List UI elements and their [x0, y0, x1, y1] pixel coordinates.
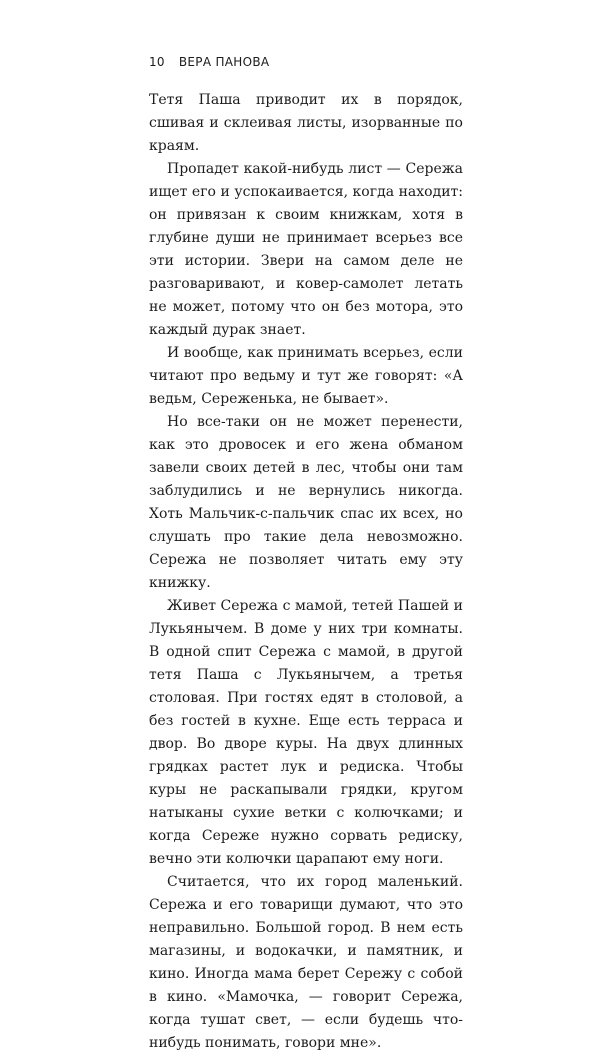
- body-text: [149, 89, 463, 1055]
- paragraph-1: Тетя Паша приводит их в порядок, сшивая и склеивая листы, изорванные по краям.: [149, 92, 463, 154]
- author-name: ВЕРА ПАНОВА: [178, 55, 270, 69]
- running-head: [149, 55, 269, 75]
- page-number: 10: [149, 55, 165, 69]
- paragraph-2: Пропадет какой-нибудь лист — Сережа ищет его и успокаивается, когда находит: он привязан к своим книжкам, хотя в глубине души не принимает всерьез все эти истории. Звери на самом деле не разговаривают, и ковер-самолет летать не может, потому что он без мотора, это каждый дурак знает.: [149, 161, 463, 338]
- paragraph-3: И вообще, как принимать всерьез, если читают про ведьму и тут же говорят: «А ведьм, Сереженька, не бывает».: [149, 345, 463, 407]
- paragraph-4: Но все-таки он не может перенести, как это дровосек и его жена обманом завели своих детей в лес, чтобы они там заблудились и не вернулись никогда. Хоть Мальчик-с-пальчик спас их всех, но слушать про такие дела невозможно. Сережа не позволяет читать ему эту книжку.: [149, 414, 463, 591]
- paragraph-5: Живет Сережа с мамой, тетей Пашей и Лукьянычем. В доме у них три комнаты. В одной спит Сережа с мамой, в другой тетя Паша с Лукьянычем, а третья столовая. При гостях едят в столовой, а без гостей в кухне. Еще есть терраса и двор. Во дворе куры. На двух длинных грядках растет лук и редиска. Чтобы куры не раскапывали грядки, кругом натыканы сухие ветки с колючками; и когда Сереже нужно сорвать редиску, вечно эти колючки царапают ему ноги.: [149, 598, 463, 867]
- paragraph-6: Считается, что их город маленький. Сережа и его товарищи думают, что это неправильно. Большой город. В нем есть магазины, и водокачки, и памятник, и кино. Иногда мама берет Сережу с собой в кино. «Мамочка, — говорит Сережа, когда тушат свет, — если будешь что-нибудь понимать, говори мне».: [149, 874, 463, 1051]
